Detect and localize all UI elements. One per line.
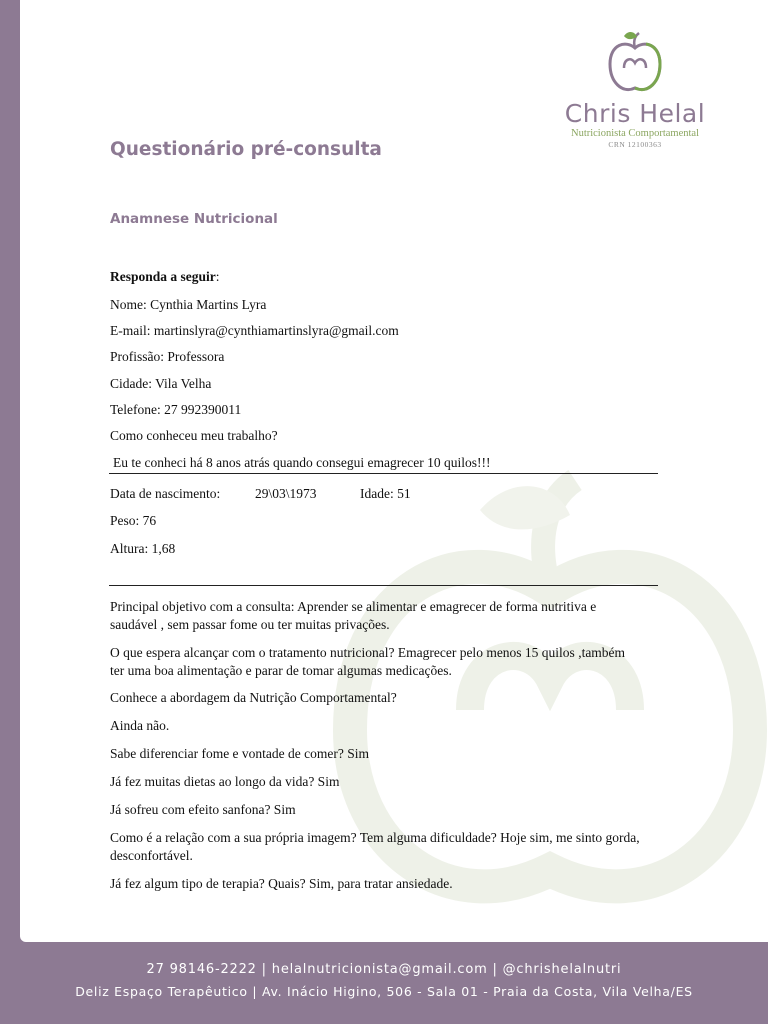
field-idade: Idade: 51	[360, 486, 411, 501]
field-peso: Peso: 76	[110, 513, 157, 528]
field-cidade: Cidade: Vila Velha	[110, 376, 212, 391]
question-objetivo: Principal objetivo com a consulta: Aprender se alimentar e emagrecer de forma nutritiva e saudável , sem passar fome ou ter muitas privações.	[110, 599, 597, 632]
intro-colon: :	[215, 269, 220, 284]
question-terapia: Já fez algum tipo de terapia? Quais? Sim, para tratar ansiedade.	[110, 876, 453, 891]
field-email: E-mail: martinslyra@cynthiamartinslyra@gmail.com	[110, 323, 399, 338]
field-nascimento-label: Data de nascimento:	[110, 486, 221, 501]
question-espera: O que espera alcançar com o tratamento nutricional? Emagrecer pelo menos 15 quilos ,também ter uma boa alimentação e parar de tomar algumas medicações.	[110, 645, 626, 678]
brand-name: Chris Helal	[564, 99, 706, 128]
question-imagem: Como é a relação com a sua própria imagem? Tem alguma dificuldade? Hoje sim, me sinto gorda, desconfortável.	[110, 830, 640, 863]
field-altura: Altura: 1,68	[110, 541, 176, 556]
divider-line	[109, 585, 658, 586]
answer-como-conheceu: Eu te conheci há 8 anos atrás quando consegui emagrecer 10 quilos!!!	[113, 455, 491, 470]
field-profissao: Profissão: Professora	[110, 349, 225, 364]
question-como-conheceu: Como conheceu meu trabalho?	[110, 428, 278, 443]
footer-contact: 27 98146-2222 | helalnutricionista@gmail.com | @chrishelalnutri	[146, 962, 622, 977]
question-sanfona: Já sofreu com efeito sanfona? Sim	[110, 802, 296, 817]
document-title: Questionário pré-consulta	[110, 139, 382, 160]
intro-label: Responda a seguir	[110, 269, 216, 284]
brand-crn: CRN 12100363	[608, 140, 662, 149]
field-nome: Nome: Cynthia Martins Lyra	[110, 297, 267, 312]
question-abordagem: Conhece a abordagem da Nutrição Comportamental?	[110, 690, 397, 705]
answer-abordagem: Ainda não.	[110, 718, 170, 733]
brand-logo	[560, 30, 710, 154]
question-fome: Sabe diferenciar fome e vontade de comer? Sim	[110, 746, 370, 761]
apple-logo-icon	[604, 30, 666, 100]
field-telefone: Telefone: 27 992390011	[110, 402, 242, 417]
brand-subtitle: Nutricionista Comportamental	[570, 128, 699, 139]
footer-address: Deliz Espaço Terapêutico | Av. Inácio Higino, 506 - Sala 01 - Praia da Costa, Vila Velha/ES	[75, 984, 693, 999]
field-nascimento-value: 29\03\1973	[255, 486, 317, 501]
document-subtitle: Anamnese Nutricional	[110, 211, 278, 227]
divider-line	[109, 473, 658, 474]
question-dietas: Já fez muitas dietas ao longo da vida? Sim	[110, 774, 340, 789]
document-page	[20, 0, 768, 942]
intro-line	[110, 269, 220, 285]
